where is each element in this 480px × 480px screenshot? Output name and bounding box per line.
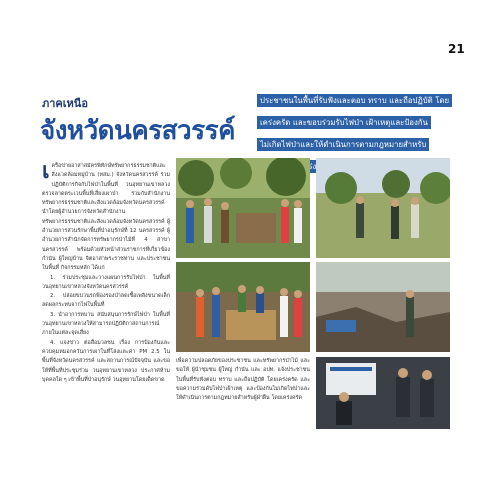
page-number: 21 — [448, 42, 465, 56]
region-label: ภาคเหนือ — [42, 97, 88, 110]
photo-group-haybales — [176, 262, 310, 352]
paragraph: เพื่อความปลอดภัยของประชาชน และทรัพยากรป่าไม้ และขอให้ ผู้นำชุมชน ผู้ใหญ่ กำนัน และ อปท. แจ้งประชาชนในพื้นที่รับฟังตอบ ทราบ และถือปฏิบัติ โดยเคร่งครัด และขอความร่วมดับไฟป่าเฝ้าเหตุ และป้องกันไม่เกิดไฟป่าและให้ดำเนินการตามกฎหมายสำหรับผู้ฝ่าฝืน โดยเคร่งครัด — [176, 358, 310, 402]
highlight-line: ประชาชนในพื้นที่รับฟังและตอบ ทราบ และถือปฏิบัติ โดย — [257, 94, 452, 107]
page-title: จังหวัดนครสวรรค์ — [40, 116, 235, 146]
photo-forest-meeting — [176, 158, 310, 258]
paragraph: 4. แจงข่าว ต่อสื่อมวลชน เรื่อง การป้องกันและควบคุมหมอกควันการเผาในที่โล่งและค่า PM 2.5 ในพื้นที่จังหวัดนครสวรรค์ และสถานการณ์ปัจจุบัน และขอให้ที่พื้นที่ประชุมร่วม วนอุทยานเขาหลวง ประกาศห้ามบุคคลใด ๆ เข้าพื้นที่ป่าอนุรักษ์ วนอุทยานโดยเด็ดขาด — [42, 339, 170, 383]
photo-press-briefing — [316, 357, 450, 429]
photo-burned-debris — [316, 262, 450, 352]
paragraph: ครือข่ายอาสาสมัครพิทักษ์ทรัพยากรธรรมชาติและสิ่งแวดล้อมหมู่บ้าน (ทสม.) จังหวัดนครสวรรค์ ร่วมปฏิบัติการกิจกับไฟป่าในพื้นที่ วนอุทยานเขาหลวง ตรวจลาดตระเวนพื้นที่เสี่ยงเผาป่า ร่วมกับสำนักงานทรัพยากรธรรมชาติและสิ่งแวดล้อมจังหวัดนครสวรรค์ นำโดยผู้อำนวยการจังหวัดสำนักงานทรัพยากรธรรมชาติและสิ่งแวดล้อมจังหวัดนครสวรรค์ ผู้อำนวยการส่วนรักษาพื้นที่ป่าอนุรักษ์ที่ 12 นครสวรรค์ ผู้อำนวยการสำนักจัดการทรัพยากรป่าไม้ที่ 4 สาขานครสวรรค์ พร้อมด้วยหัวหน้าส่วนราชการที่เกี่ยวข้อง กำนัน ผู้ใหญ่บ้าน จิตอาสาพระราชทาน และประชาชนในพื้นที่ กิจกรรมหลัก ได้แก่ — [42, 163, 170, 272]
paragraph: 1. ร่วมประชุมและวางแผนการรับไฟป่า ในพื้นที่วนอุทยานเขาหลวงจังหวัดนครสวรรค์ — [42, 274, 170, 290]
dropcap: เ — [42, 159, 50, 184]
article-mid-column — [176, 357, 310, 403]
paragraph: 2. ปล่อยขบวนรถฟ้องรองป่าลดเชื้อเพลิงขนาดเล็ก ลดผลกระทบจากไฟในพื้นที่ — [42, 293, 170, 309]
photo-field-inspection — [316, 158, 450, 258]
paragraph: 3. นำอาการทบาน สนับสนุนการรักษ์ไฟป่า ในพื้นที่วนอุทยานเขาหลวงให้สามารถปฏิบัติกาสถานการณ์ภายในแต่ละจุดเสี่ยง — [42, 311, 170, 337]
article-left-column — [42, 159, 170, 385]
highlight-line: ไม่เกิดไฟป่าและให้ดำเนินการตามกฎหมายสำหรับ — [257, 138, 429, 151]
highlight-line: เคร่งครัด และขอบร่วมรับไฟป่า เฝ้าเหตุและป้องกัน — [257, 116, 431, 129]
